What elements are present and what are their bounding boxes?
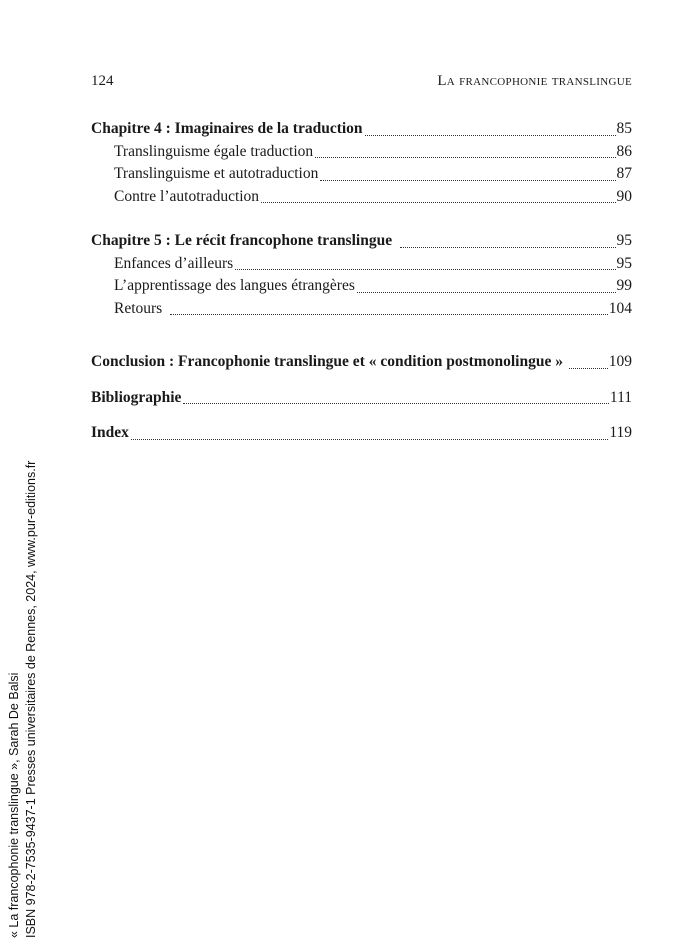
toc-entry-apprentissage-des-langues[interactable] [91,275,632,298]
toc-entry-title: Retours [114,299,163,317]
page-header [91,73,632,90]
toc-entry-page: 86 [616,142,632,160]
toc-entry-title: Index [91,424,129,441]
toc-entry-chapter-5[interactable] [91,230,632,253]
toc-entry-title: L’apprentissage des langues étrangères [114,277,355,294]
toc-entry-bibliographie[interactable] [91,387,632,410]
toc-entry-conclusion[interactable] [91,351,632,374]
toc-entry-page: 104 [608,299,632,317]
copyright-line-isbn: ISBN 978-2-7535-9437-1 Presses universitaires de Rennes, 2024, www.pur-editions.fr [23,460,38,938]
toc-entry-page: 119 [609,424,632,441]
table-of-contents [91,118,632,445]
page-number: 124 [91,73,114,89]
toc-entry-title: Bibliographie [91,388,182,406]
dot-leader [569,368,608,369]
dot-leader [183,403,608,404]
toc-entry-enfances-d-ailleurs[interactable] [91,253,632,276]
dot-leader [357,292,616,293]
toc-entry-title: Translinguisme égale traduction [114,142,314,160]
toc-entry-page: 87 [616,165,632,182]
running-title: La francophonie translingue [437,73,632,89]
dot-leader [365,135,616,136]
dot-leader [261,202,615,203]
toc-entry-title: Enfances d’ailleurs [114,254,234,272]
toc-entry-retours[interactable] [91,298,632,321]
toc-entry-index[interactable] [91,422,632,445]
dot-leader [320,180,615,181]
toc-entry-page: 90 [616,187,632,205]
toc-entry-page: 111 [609,388,632,406]
dot-leader [170,314,608,315]
toc-entry-translinguisme-et-autotraduction[interactable] [91,163,632,186]
toc-entry-title: Conclusion : Francophonie translingue et « condition postmonolingue » [91,353,563,370]
toc-entry-page: 109 [608,353,632,370]
toc-entry-contre-autotraduction[interactable] [91,186,632,209]
copyright-sidebar [6,418,39,938]
toc-entry-chapter-4[interactable] [91,118,632,141]
dot-leader [400,247,615,248]
toc-entry-page: 95 [616,232,632,249]
toc-entry-title: Chapitre 5 : Le récit francophone translingue [91,232,393,249]
toc-entry-page: 99 [616,277,632,294]
toc-entry-page: 85 [616,120,632,137]
dot-leader [235,269,615,270]
toc-entry-page: 95 [616,254,632,272]
toc-entry-title: Contre l’autotraduction [114,187,260,205]
toc-entry-title: Chapitre 4 : Imaginaires de la traduction [91,120,363,137]
copyright-line-title: « La francophonie translingue », Sarah De Balsi [7,672,21,938]
dot-leader [131,439,608,440]
toc-entry-translinguisme-egale-traduction[interactable] [91,141,632,164]
toc-entry-title: Translinguisme et autotraduction [114,165,319,182]
dot-leader [315,157,615,158]
